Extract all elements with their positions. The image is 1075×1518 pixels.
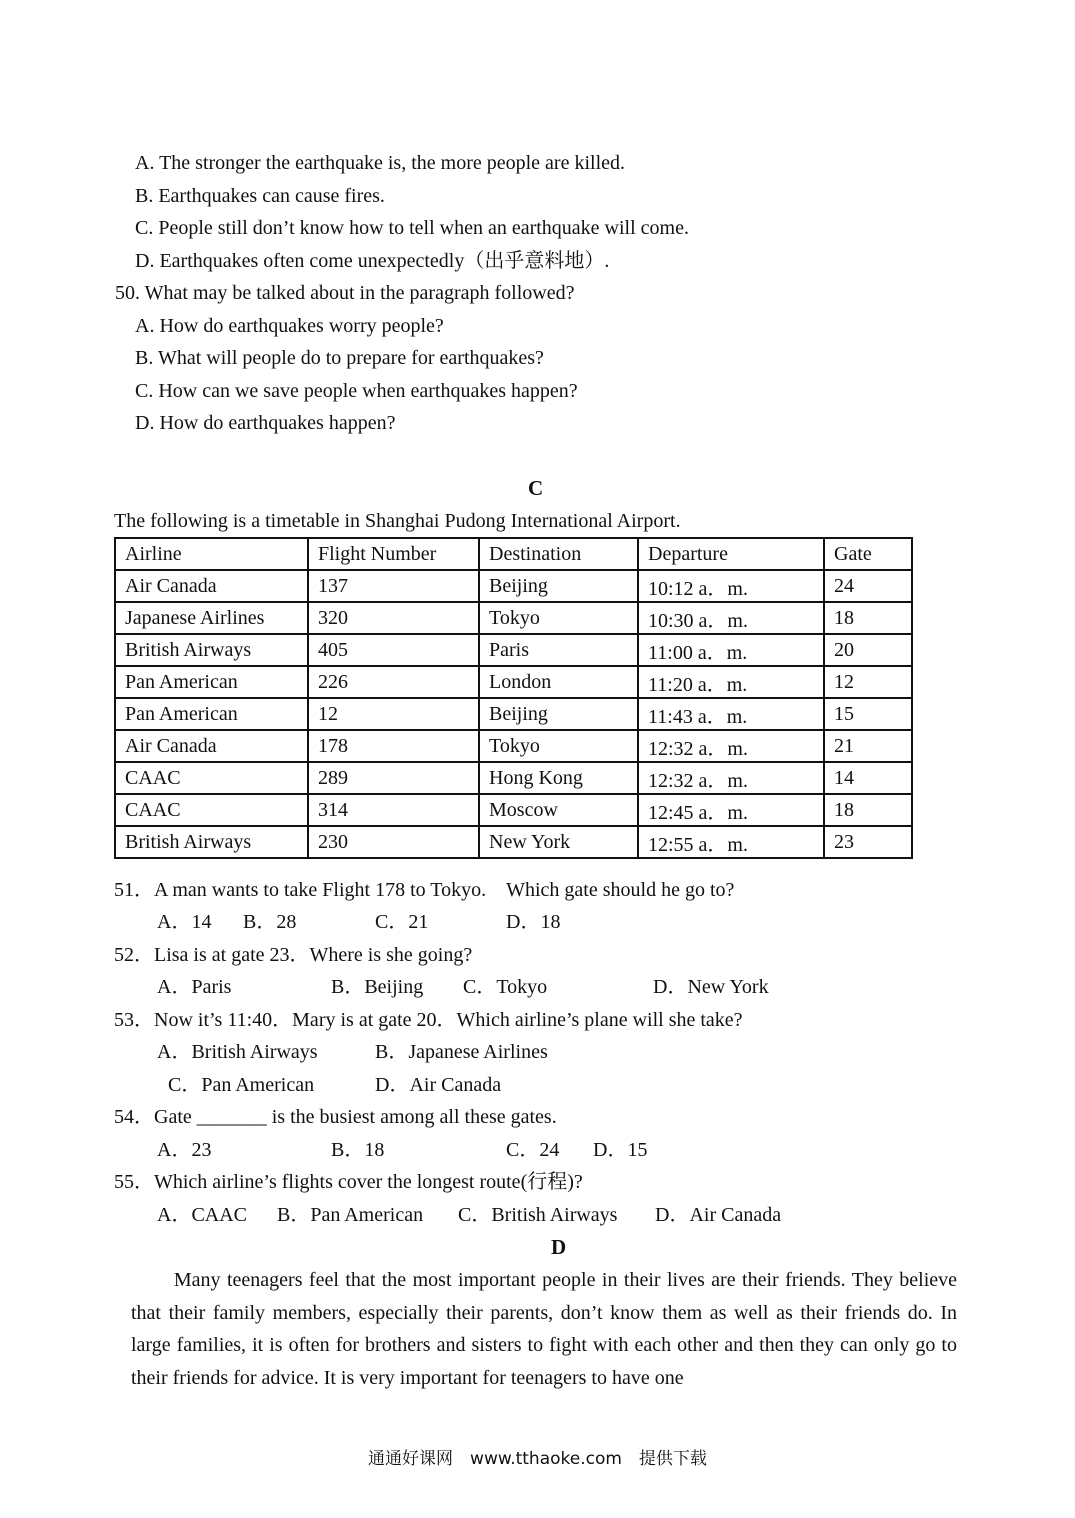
table-header-cell: Destination (479, 538, 638, 570)
timetable-intro: The following is a timetable in Shanghai Pudong International Airport. (114, 510, 681, 532)
q50-option-b: B. What will people do to prepare for earthquakes? (135, 347, 544, 369)
table-cell: 12:45 a．m. (638, 794, 824, 826)
table-cell: Tokyo (479, 730, 638, 762)
table-cell: Moscow (479, 794, 638, 826)
table-cell: CAAC (115, 794, 308, 826)
table-row (115, 794, 912, 826)
table-cell: Paris (479, 634, 638, 666)
table-cell: 15 (824, 698, 912, 730)
q49-option-a: A. The stronger the earthquake is, the more people are killed. (135, 152, 626, 174)
q55-question: 55．Which airline’s flights cover the longest route(行程)? (114, 1171, 583, 1193)
table-cell: 11:20 a．m. (638, 666, 824, 698)
q54-option-d: D．15 (593, 1139, 648, 1161)
page-footer: 通通好课网 www.tthaoke.com 提供下载 (368, 1449, 707, 1469)
table-cell: 230 (308, 826, 479, 858)
q51-option-b: B．28 (243, 911, 297, 933)
q52-option-c: C．Tokyo (463, 976, 548, 998)
q52-question: 52．Lisa is at gate 23．Where is she going? (114, 944, 473, 966)
table-cell: London (479, 666, 638, 698)
table-cell: CAAC (115, 762, 308, 794)
table-cell: 10:12 a．m. (638, 570, 824, 602)
table-cell: 18 (824, 602, 912, 634)
q54-option-a: A．23 (157, 1139, 212, 1161)
table-cell: 20 (824, 634, 912, 666)
table-row (115, 730, 912, 762)
table-cell: 12:32 a．m. (638, 762, 824, 794)
q55-option-c: C．British Airways (458, 1204, 618, 1226)
table-cell: 178 (308, 730, 479, 762)
table-cell: 11:00 a．m. (638, 634, 824, 666)
table-cell: 21 (824, 730, 912, 762)
table-cell: 12 (308, 698, 479, 730)
table-cell: Beijing (479, 698, 638, 730)
q53-question: 53．Now it’s 11:40．Mary is at gate 20．Which airline’s plane will she take? (114, 1009, 743, 1031)
table-cell: 18 (824, 794, 912, 826)
flight-timetable (114, 537, 913, 859)
q54-option-c: C．24 (506, 1139, 560, 1161)
table-row (115, 570, 912, 602)
section-d-heading: D (551, 1235, 567, 1259)
table-row (115, 666, 912, 698)
q51-option-c: C．21 (375, 911, 429, 933)
q54-option-b: B．18 (331, 1139, 385, 1161)
table-row (115, 826, 912, 858)
table-cell: Hong Kong (479, 762, 638, 794)
table-header-cell: Flight Number (308, 538, 479, 570)
q53-option-b: B．Japanese Airlines (375, 1041, 548, 1063)
q51-option-a: A．14 (157, 911, 212, 933)
q49-option-d: D. Earthquakes often come unexpectedly（出乎意料地）. (135, 250, 610, 272)
table-row (115, 634, 912, 666)
q50-option-c: C. How can we save people when earthquakes happen? (135, 380, 578, 402)
table-cell: 226 (308, 666, 479, 698)
table-cell: Pan American (115, 698, 308, 730)
table-cell: 314 (308, 794, 479, 826)
table-header-cell: Airline (115, 538, 308, 570)
table-cell: 320 (308, 602, 479, 634)
q52-option-d: D．New York (653, 976, 769, 998)
table-cell: British Airways (115, 826, 308, 858)
table-cell: 12:55 a．m. (638, 826, 824, 858)
q52-option-b: B．Beijing (331, 976, 424, 998)
table-cell: 12 (824, 666, 912, 698)
q49-option-b: B. Earthquakes can cause fires. (135, 185, 385, 207)
q53-option-d: D．Air Canada (375, 1074, 502, 1096)
q53-option-c: C．Pan American (168, 1074, 315, 1096)
table-cell: 11:43 a．m. (638, 698, 824, 730)
q53-option-a: A．British Airways (157, 1041, 318, 1063)
table-cell: Pan American (115, 666, 308, 698)
q55-option-b: B．Pan American (277, 1204, 424, 1226)
q52-option-a: A．Paris (157, 976, 232, 998)
q51-question: 51．A man wants to take Flight 178 to Tokyo. Which gate should he go to? (114, 879, 735, 901)
table-cell: 14 (824, 762, 912, 794)
q55-option-a: A．CAAC (157, 1204, 248, 1226)
table-cell: 23 (824, 826, 912, 858)
table-cell: Tokyo (479, 602, 638, 634)
table-row (115, 762, 912, 794)
table-cell: New York (479, 826, 638, 858)
table-cell: 405 (308, 634, 479, 666)
table-cell: Air Canada (115, 570, 308, 602)
table-cell: 24 (824, 570, 912, 602)
table-cell: Japanese Airlines (115, 602, 308, 634)
table-cell: 137 (308, 570, 479, 602)
table-cell: 10:30 a．m. (638, 602, 824, 634)
table-cell: Beijing (479, 570, 638, 602)
q54-question: 54．Gate _______ is the busiest among all these gates. (114, 1106, 557, 1128)
table-header-cell: Gate (824, 538, 912, 570)
table-header-cell: Departure (638, 538, 824, 570)
table-cell: 12:32 a．m. (638, 730, 824, 762)
q50-option-d: D. How do earthquakes happen? (135, 412, 396, 434)
table-cell: British Airways (115, 634, 308, 666)
section-d-paragraph: Many teenagers feel that the most important people in their lives are their friends. They believe that their family members, especially their parents, don’t know them as well as their friends do. In large families, it is often for brothers and sisters to fight with each other and then they can only go to their friends for advice. It is very important for teenagers to have one (131, 1269, 957, 1389)
table-cell: Air Canada (115, 730, 308, 762)
q50-option-a: A. How do earthquakes worry people? (135, 315, 444, 337)
table-header-row (115, 538, 912, 570)
q49-option-c: C. People still don’t know how to tell when an earthquake will come. (135, 217, 689, 239)
table-row (115, 602, 912, 634)
q50-question: 50. What may be talked about in the paragraph followed? (115, 282, 575, 304)
table-cell: 289 (308, 762, 479, 794)
section-c-heading: C (528, 476, 544, 500)
q51-option-d: D．18 (506, 911, 561, 933)
q55-option-d: D．Air Canada (655, 1204, 782, 1226)
table-row (115, 698, 912, 730)
